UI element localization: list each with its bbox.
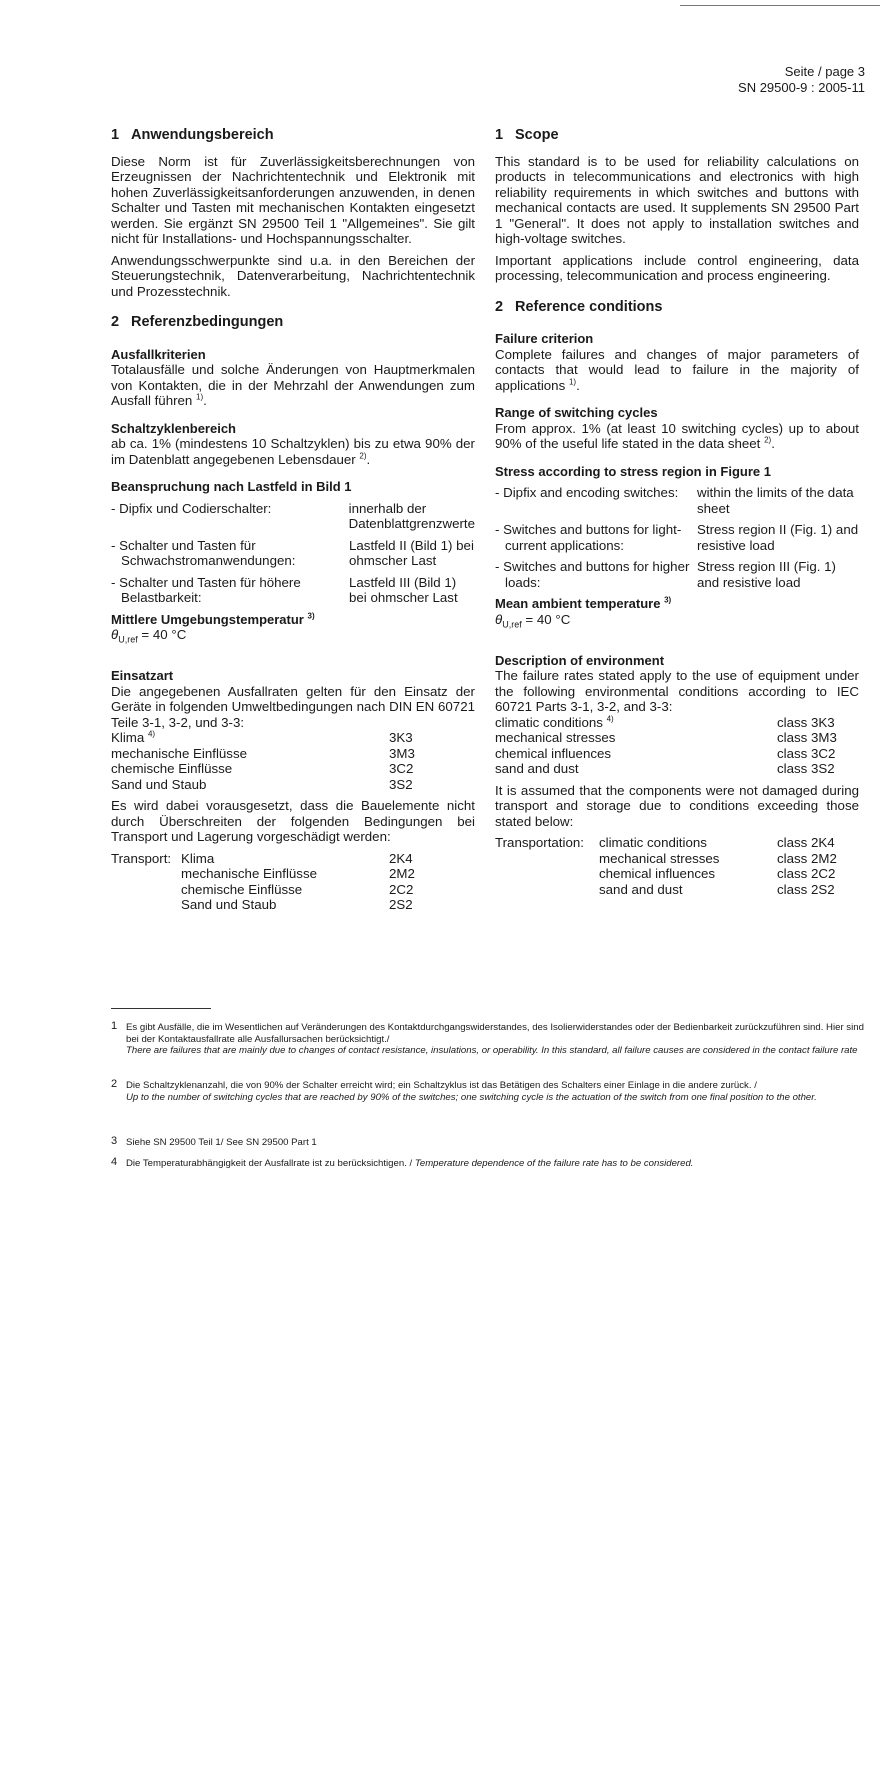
page-number: Seite / page 3 bbox=[784, 64, 865, 79]
failure-criterion-text: Complete failures and changes of major parameters of contacts that would lead to failure in the majority of applications $^{1)}$. bbox=[495, 346, 859, 393]
environment-row: chemical influences class 3C2 bbox=[495, 745, 836, 761]
footnote-1: 1 Es gibt Ausfälle, die im Wesentlichen auf Veränderungen des Kontaktdurchgangswiderstandes, des Isolierwiderstandes oder der Bedienbarkeit zurückzuführen sind. Hier sind bei der Kontaktausfallrate alle Ausfallursachen berücksichtigt./ There are failures that are mainly due to changes of contact resistance, insulations, or operability. In this standard, all failure causes are considered in the contact failure rate bbox=[111, 1020, 864, 1056]
stress-row: - Switches and buttons for light-current applications: Stress region II (Fig. 1) and resistive load bbox=[495, 522, 859, 553]
transport-row: chemische Einflüsse 2C2 bbox=[181, 881, 414, 897]
transport-assumption-text: Es wird dabei vorausgesetzt, dass die Bauelemente nicht durch Überschreiten der folgenden Bedingungen bei Transport und Lagerung vorgeschädigt werden: bbox=[111, 798, 475, 845]
transport-row: Transport: Klima 2K4 bbox=[111, 850, 413, 866]
temperature-heading: Mean ambient temperature $^{3)}$ bbox=[495, 595, 672, 611]
scope-paragraph-2: Important applications include control engineering, data processing, telecommunication and process engineering. bbox=[495, 252, 859, 283]
stress-row: - Dipfix und Codierschalter: innerhalb der Datenblattgrenzwerte bbox=[111, 500, 476, 531]
stress-list bbox=[111, 501, 475, 606]
switching-cycles-text: ab ca. 1% (mindestens 10 Schaltzyklen) bis zu etwa 90% der im Datenblatt angegebenen Lebensdauer $^{2)}$. bbox=[111, 436, 475, 467]
environment-row: Sand und Staub 3S2 bbox=[111, 776, 413, 792]
section-1-heading: 1 Scope bbox=[495, 127, 559, 143]
stress-row: - Dipfix and encoding switches: within the limits of the data sheet bbox=[495, 485, 854, 516]
transport-row: sand and dust class 2S2 bbox=[599, 881, 835, 897]
stress-row: - Switches and buttons for higher loads: Stress region III (Fig. 1) and resistive load bbox=[495, 559, 836, 590]
environment-row: mechanical stresses class 3M3 bbox=[495, 730, 837, 746]
stress-heading: Stress according to stress region in Figure 1 bbox=[495, 463, 771, 479]
transport-row: mechanische Einflüsse 2M2 bbox=[181, 866, 415, 882]
environment-row: mechanische Einflüsse 3M3 bbox=[111, 745, 415, 761]
environment-text: Die angegebenen Ausfallraten gelten für den Einsatz der Geräte in folgenden Umweltbedingungen nach DIN EN 60721 Teile 3-1, 3-2, und 3-3: bbox=[111, 683, 475, 730]
environment-row: Klima $^{4)}$ 3K3 bbox=[111, 729, 413, 746]
failure-criterion-text: Totalausfälle und solche Änderungen von Hauptmerkmalen von Kontakten, die in der Mehrzahl der Anwendungen zum Ausfall führen $^{1)}$. bbox=[111, 362, 475, 408]
section-1-heading: 1 Anwendungsbereich bbox=[111, 127, 274, 143]
section-2-heading: 2 Reference conditions bbox=[495, 298, 663, 315]
transport-assumption-text: It is assumed that the components were not damaged during transport and storage due to conditions exceeding those stated below: bbox=[495, 782, 859, 829]
page-header bbox=[738, 64, 865, 96]
failure-criterion-heading: Ausfallkriterien bbox=[111, 346, 206, 362]
scope-paragraph-1: Diese Norm ist für Zuverlässigkeitsberechnungen von Erzeugnissen der Nachrichtentechnik und Elektronik mit hohen Zuverlässigkeitsanforderungen anzuwenden, in denen Schalter und Tasten mit mechanischen Kontakten eingesetzt werden. Sie ergänzt SN 29500 Teil 1 "Allgemeines". Sie gilt nicht für Installations- und Hochspannungsschalter. bbox=[111, 153, 475, 246]
footnote-rule bbox=[111, 1008, 211, 1009]
stress-row: - Schalter und Tasten für höhere Belastbarkeit: Lastfeld III (Bild 1) bei ohmscher Last bbox=[111, 574, 458, 605]
transport-row: mechanical stresses class 2M2 bbox=[599, 850, 837, 866]
scope-paragraph-1: This standard is to be used for reliability calculations on products in telecommunications and electronics with high reliability requirements in which switches and buttons with mechanical contacts are used. It supplements SN 29500 Part 1 "General". It does not apply to installation switches and high-voltage switches. bbox=[495, 153, 859, 246]
transport-table bbox=[495, 835, 859, 897]
temperature-value: $\theta_{U,ref} = 40$ °C bbox=[111, 627, 187, 645]
environment-table bbox=[111, 730, 475, 792]
transport-row: Transportation: climatic conditions class 2K4 bbox=[495, 835, 835, 851]
footnote-4: 4 Die Temperaturabhängigkeit der Ausfallrate ist zu berücksichtigen. / Temperature dependence of the failure rate has to be considered. bbox=[111, 1156, 694, 1169]
stress-list bbox=[495, 485, 859, 590]
environment-row: chemische Einflüsse 3C2 bbox=[111, 761, 414, 777]
environment-text: The failure rates stated apply to the use of equipment under the following environmental conditions according to IEC 60721 Parts 3-1, 3-2, and 3-3: bbox=[495, 668, 859, 715]
top-rule bbox=[680, 5, 880, 6]
environment-row: climatic conditions $^{4)}$ class 3K3 bbox=[495, 714, 835, 730]
environment-row: sand and dust class 3S2 bbox=[495, 761, 835, 777]
footnote-2: 2 Die Schaltzyklenanzahl, die von 90% der Schalter erreicht wird; ein Schaltzyklus ist das Betätigen des Schalters einer Einlage in die andere zurück. / Up to the number of switching cycles that are reached by 90% of the switches; one switching cycle is the actuation of the switch from one final position to the other. bbox=[111, 1078, 817, 1103]
document-number: SN 29500-9 : 2005-11 bbox=[738, 80, 865, 95]
english-column bbox=[495, 128, 859, 897]
stress-heading: Beanspruchung nach Lastfeld in Bild 1 bbox=[111, 479, 352, 494]
failure-criterion-heading: Failure criterion bbox=[495, 331, 594, 346]
environment-heading: Einsatzart bbox=[111, 668, 174, 684]
transport-row: chemical influences class 2C2 bbox=[599, 866, 836, 882]
temperature-heading: Mittlere Umgebungstemperatur $^{3)}$ bbox=[111, 611, 315, 627]
transport-row: Sand und Staub 2S2 bbox=[181, 897, 413, 913]
footnote-3: 3 Siehe SN 29500 Teil 1/ See SN 29500 Part 1 bbox=[111, 1135, 317, 1148]
german-column bbox=[111, 128, 475, 913]
switching-cycles-text: From approx. 1% (at least 10 switching cycles) up to about 90% of the useful life stated in the data sheet $^{2)}$. bbox=[495, 420, 859, 451]
temperature-value: $\theta_{U,ref} = 40$ °C bbox=[495, 611, 571, 630]
environment-table bbox=[495, 715, 859, 777]
scope-paragraph-2: Anwendungsschwerpunkte sind u.a. in den Bereichen der Steuerungstechnik, Datenverarbeitung, Nachrichtentechnik und Prozesstechnik. bbox=[111, 252, 475, 299]
environment-heading: Description of environment bbox=[495, 652, 665, 668]
section-2-heading: 2 Referenzbedingungen bbox=[111, 314, 284, 330]
transport-table bbox=[111, 851, 475, 913]
switching-cycles-heading: Range of switching cycles bbox=[495, 405, 658, 420]
stress-row: - Schalter und Tasten für Schwachstromanwendungen: Lastfeld II (Bild 1) bei ohmscher Last bbox=[111, 537, 474, 568]
switching-cycles-heading: Schaltzyklenbereich bbox=[111, 420, 236, 436]
